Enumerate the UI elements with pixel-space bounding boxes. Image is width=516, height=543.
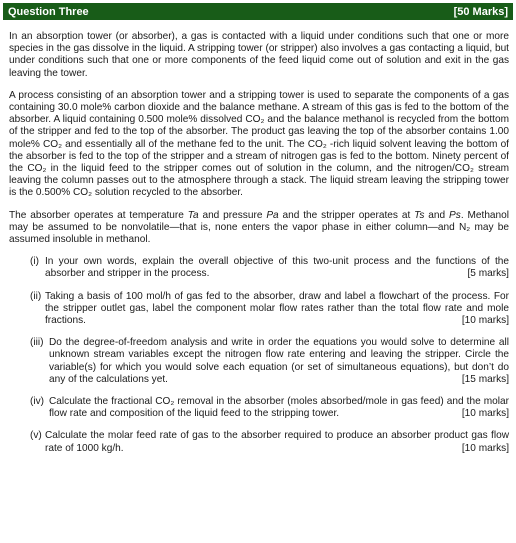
sub-question-number: (iii) bbox=[30, 337, 44, 349]
sub-question-marks: [15 marks] bbox=[461, 373, 509, 385]
sub-question-text: Do the degree-of-freedom analysis and write in order the equations you would solve to determine all unknown stream variables except the nitrogen flow rate entering and leaving the stripper. Circle the variable(s) for which you would solve each equation (or set of simultaneous equations), but don’t do any of the calculations yet. bbox=[49, 337, 509, 385]
question-title: Question Three bbox=[8, 5, 89, 18]
question-header bbox=[3, 3, 513, 20]
sub-question-number: (ii) bbox=[30, 290, 42, 302]
sub-question-text: In your own words, explain the overall objective of this two-unit process and the functions of the absorber and stripper in the process. bbox=[45, 256, 509, 280]
paragraph-process-description: A process consisting of an absorption tower and a stripping tower is used to separate the components of a gas containing 30.0 mole% carbon dioxide and the balance methane. A stream of this gas is fed to the bottom of the absorber. A liquid containing 0.500 mole% dissolved CO₂ and the balance methanol is recycled from the bottom of the stripper and fed to the top of the absorber. The product gas leaving the top of the absorber contains 1.00 mole% CO₂ and essentially all of the methane fed to the unit. The CO₂ -rich liquid solvent leaving the bottom of the absorber is fed to the top of the stripper and a stream of nitrogen gas is fed to the bottom. Ninety percent of the CO₂ in the liquid feed to the stripper comes out of solution in the column, and the nitrogen/CO₂ stream leaving the column passes out to the atmosphere through a stack. The liquid stream leaving the stripping tower is the 0.500% CO₂ solution recycled to the absorber. bbox=[9, 89, 509, 199]
sub-question-text: Calculate the molar feed rate of gas to the absorber required to produce an absorber product gas flow rate of 1000 kg/h. bbox=[45, 430, 509, 454]
sub-question-number: (v) bbox=[30, 430, 42, 442]
sub-question-1 bbox=[30, 256, 509, 280]
question-total-marks: [50 Marks] bbox=[453, 5, 508, 18]
sub-question-3 bbox=[30, 337, 509, 386]
sub-question-4 bbox=[30, 396, 509, 420]
sub-question-5 bbox=[30, 430, 509, 454]
paragraph-operating-conditions: The absorber operates at temperature Ta and pressure Pa and the stripper operates at Ts and Ps. Methanol may be assumed to be nonvolatile—that is, none enters the vapor phase in either column—and N₂ may be assumed insoluble in methanol. bbox=[9, 209, 510, 246]
sub-question-marks: [5 marks] bbox=[467, 268, 509, 280]
sub-question-number: (i) bbox=[30, 256, 39, 268]
sub-question-marks: [10 marks] bbox=[461, 442, 509, 454]
sub-question-list bbox=[30, 256, 509, 455]
sub-question-text: Calculate the fractional CO₂ removal in the absorber (moles absorbed/mole in gas feed) and the molar flow rate and composition of the liquid feed to the stripping tower. bbox=[49, 396, 509, 420]
sub-question-marks: [10 marks] bbox=[461, 315, 509, 327]
paragraph-absorption-intro: In an absorption tower (or absorber), a gas is contacted with a liquid under conditions such that one or more species in the gas dissolve in the liquid. A stripping tower (or stripper) also involves a gas contacting a liquid, but under conditions such that one or more components of the feed liquid come out of solution and exit in the gas leaving the tower. bbox=[9, 31, 509, 79]
sub-question-marks: [10 marks] bbox=[461, 408, 509, 420]
sub-question-number: (iv) bbox=[30, 396, 45, 408]
sub-question-2 bbox=[30, 291, 509, 328]
sub-question-text: Taking a basis of 100 mol/h of gas fed to the absorber, draw and label a flowchart of the process. For the stripper outlet gas, label the component molar flow rates rather than the total flow rate and mole fractions. bbox=[45, 290, 509, 327]
question-body bbox=[9, 31, 509, 465]
